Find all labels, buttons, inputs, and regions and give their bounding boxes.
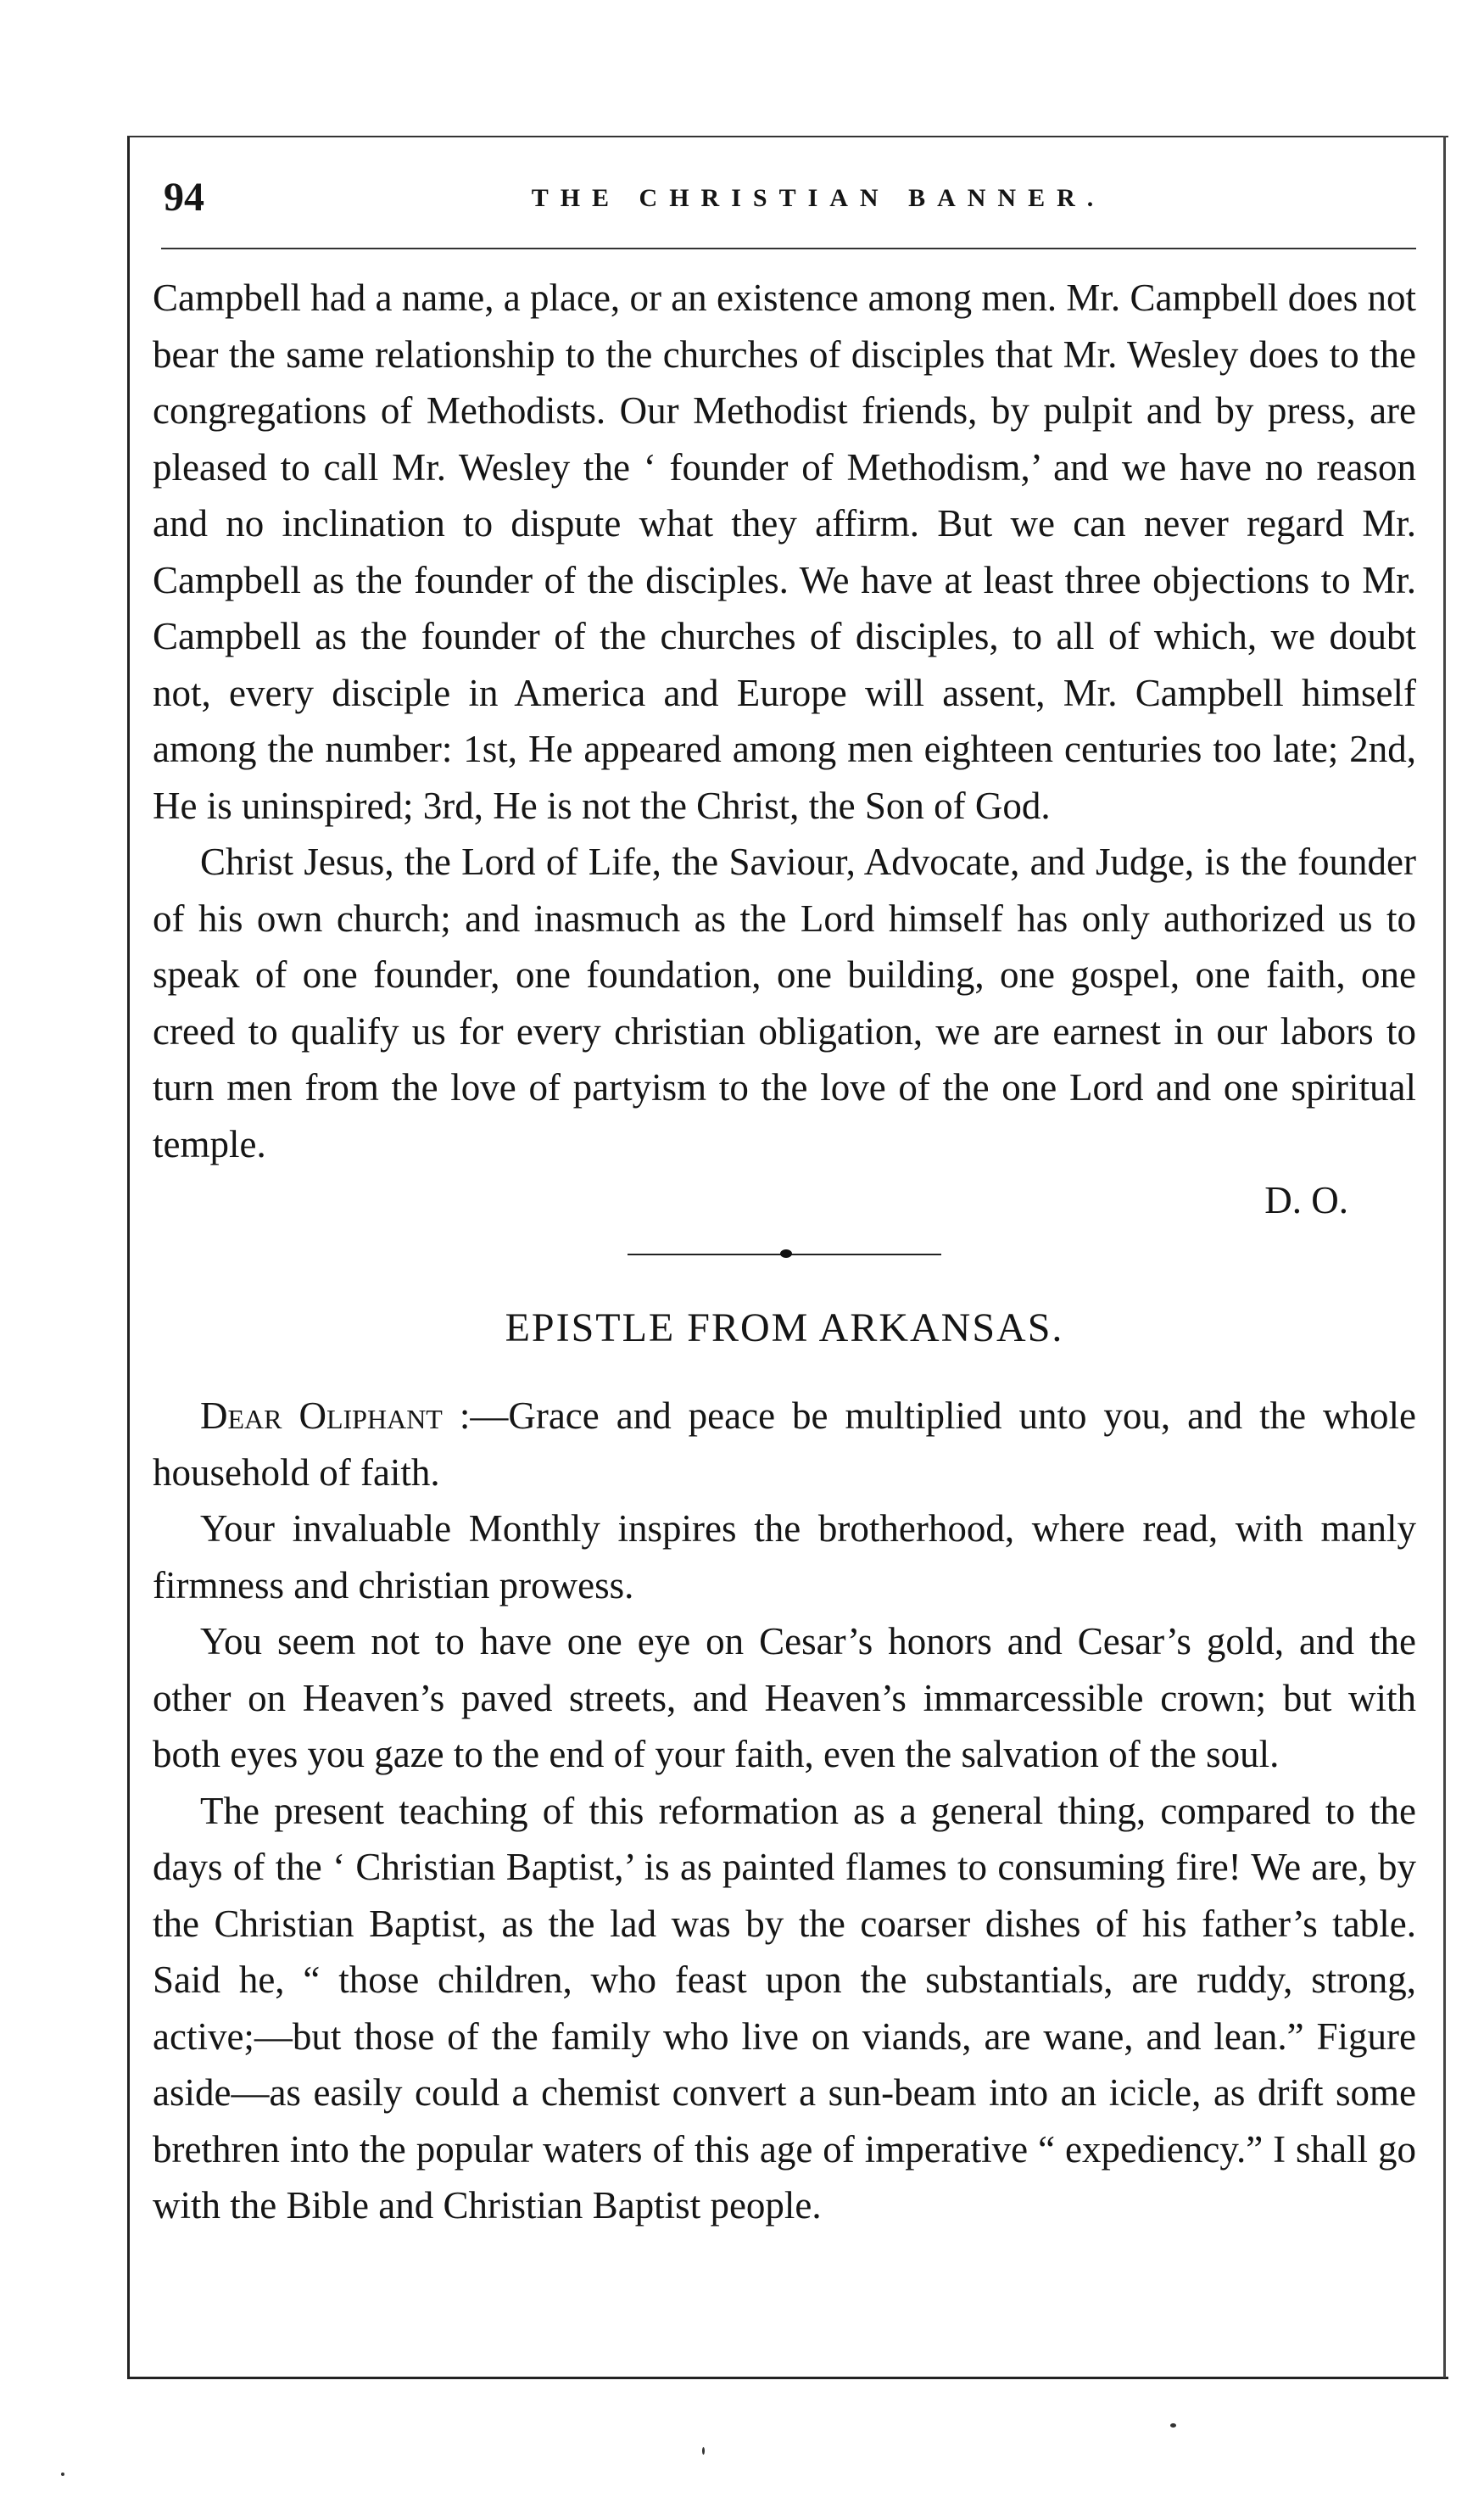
page-body (153, 270, 1416, 2234)
page-header (157, 174, 1412, 233)
article2-opening-paragraph (153, 1388, 1416, 1500)
article1-paragraph-2: Christ Jesus, the Lord of Life, the Saviour, Advocate, and Judge, is the founder of his own church; and inasmuch as the Lord himself has only authorized us to speak of one founder, one foundation, one building, one gospel, one faith, one creed to qualify us for every christian obligation, we are earnest in our labors to turn men from the love of partyism to the love of the one Lord and one spiritual temple. (153, 841, 1416, 1165)
print-speck (61, 2473, 64, 2476)
page-number: 94 (164, 175, 204, 220)
page-border-right (1443, 136, 1446, 2378)
divider-ornament (780, 1249, 792, 1258)
article2-opening-text: :—Grace and peace be multiplied unto you, and the whole household of faith. (153, 1394, 1417, 1494)
article1-signature: D. O. (1264, 1179, 1348, 1221)
print-speck (702, 2447, 705, 2455)
article1-paragraph-1: Campbell had a name, a place, or an existence among men. Mr. Campbell does not bear the same relationship to the churches of disciples that Mr. Wesley does to the congregations of Methodists. Our Methodist friends, by pulpit and by press, are pleased to call Mr. Wesley the ‘ founder of Methodism,’ and we have no reason and no inclination to dispute what they affirm. But we can never regard Mr. Campbell as the founder of the disciples. We have at least three objections to Mr. Campbell as the founder of the churches of disciples, to all of which, we doubt not, every disciple in America and Europe will assent, Mr. Campbell himself among the number: 1st, He appeared among men eighteen centuries too late; 2nd, He is uninspired; 3rd, He is not the Christ, the Son of God. (153, 277, 1416, 827)
article2-title: EPISTLE FROM ARKANSAS. (505, 1305, 1064, 1350)
article2-paragraph-3: The present teaching of this reformation as a general thing, compared to the days of the ‘ Christian Baptist,’ is as painted flames to consuming fire! We are, by the Christian Baptist, as the lad was by the coarser dishes of his father’s table. Said he, “ those children, who feast upon the substantials, are ruddy, strong, active;—but those of the family who live on viands, are wane, and lean.” Figure aside—as easily could a chemist convert a sun-beam into an icicle, as drift some brethren into the popular waters of this age of imperative “ expediency.” I shall go with the Bible and Christian Baptist people. (153, 1789, 1416, 2227)
running-title: THE CHRISTIAN BANNER. (531, 184, 1106, 212)
article2-salutation: Dear Oliphant (200, 1394, 443, 1437)
article2-paragraph-2: You seem not to have one eye on Cesar’s honors and Cesar’s gold, and the other on Heaven’s paved streets, and Heaven’s immarcessible crown; but with both eyes you gaze to the end of your faith, even the salvation of the soul. (153, 1620, 1416, 1775)
header-rule (161, 248, 1416, 249)
print-speck (1170, 2423, 1176, 2428)
article2-paragraph-1: Your invaluable Monthly inspires the brotherhood, where read, with manly firmness and christian prowess. (153, 1507, 1416, 1606)
section-divider (628, 1235, 941, 1269)
